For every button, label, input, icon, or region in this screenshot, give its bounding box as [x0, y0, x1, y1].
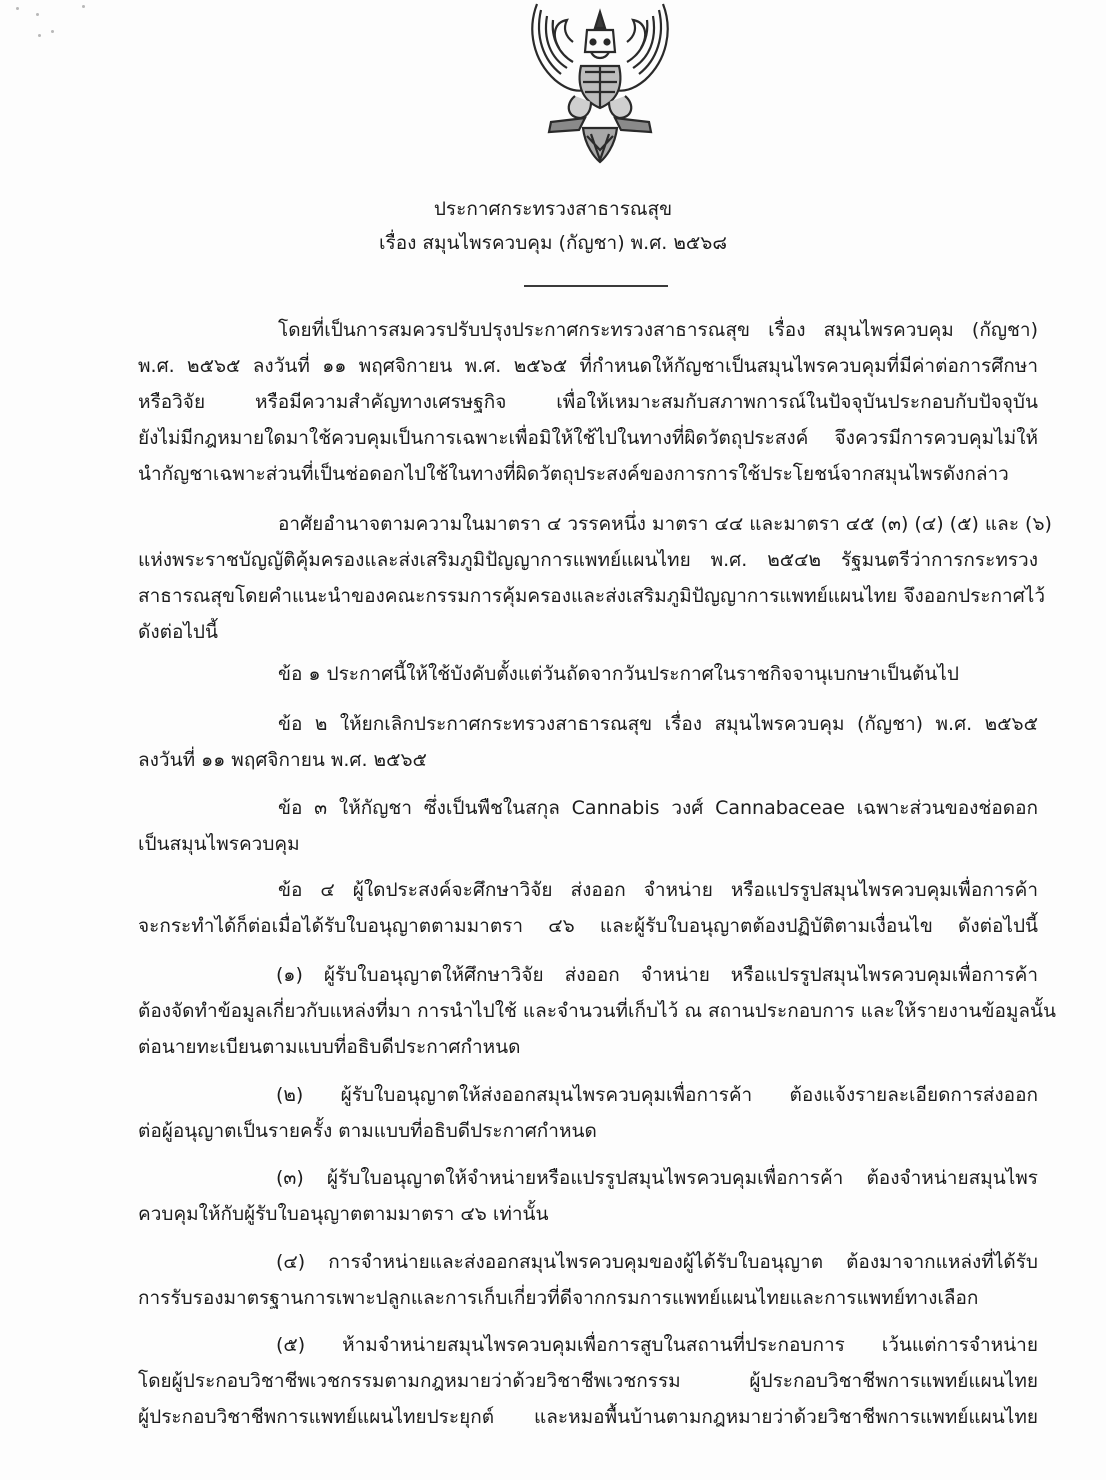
text-line: หรือวิจัย หรือมีความสำคัญทางเศรษฐกิจ เพื่อให้เหมาะสมกับสภาพการณ์ในปัจจุบันประกอบกับปัจจุบัน [138, 391, 1038, 413]
text-line: พ.ศ. ๒๕๖๕ ลงวันที่ ๑๑ พฤศจิกายน พ.ศ. ๒๕๖๕ ที่กำหนดให้กัญชาเป็นสมุนไพรควบคุมที่มีค่าต่อการศึกษา [138, 355, 1038, 377]
text-line: (๒) ผู้รับใบอนุญาตให้ส่งออกสมุนไพรควบคุมเพื่อการค้า ต้องแจ้งรายละเอียดการส่งออก [276, 1084, 1038, 1106]
text-line: ข้อ ๔ ผู้ใดประสงค์จะศึกษาวิจัย ส่งออก จำหน่าย หรือแปรรูปสมุนไพรควบคุมเพื่อการค้า [278, 879, 1038, 901]
paragraph-preamble [138, 312, 1038, 492]
text-line: ต้องจัดทำข้อมูลเกี่ยวกับแหล่งที่มา การนำไปใช้ และจำนวนที่เก็บไว้ ณ สถานประกอบการ และให้รายงานข้อมูลนั้น [138, 1000, 1056, 1022]
text-line: (๕) ห้ามจำหน่ายสมุนไพรควบคุมเพื่อการสูบในสถานที่ประกอบการ เว้นแต่การจำหน่าย [276, 1334, 1038, 1356]
text-line: ข้อ ๓ ให้กัญชา ซึ่งเป็นพืชในสกุล Cannabis วงศ์ Cannabaceae เฉพาะส่วนของช่อดอก [278, 797, 1038, 819]
text-line: โดยผู้ประกอบวิชาชีพเวชกรรมตามกฎหมายว่าด้วยวิชาชีพเวชกรรม ผู้ประกอบวิชาชีพการแพทย์แผนไทย [138, 1370, 1038, 1392]
condition-4 [138, 1244, 1038, 1316]
text-line: ดังต่อไปนี้ [138, 621, 218, 643]
scan-speck [82, 5, 85, 8]
text-line: โดยที่เป็นการสมควรปรับปรุงประกาศกระทรวงสาธารณสุข เรื่อง สมุนไพรควบคุม (กัญชา) [278, 319, 1038, 341]
title-divider [524, 285, 668, 287]
scan-speck [51, 30, 54, 33]
text-line: ต่อนายทะเบียนตามแบบที่อธิบดีประกาศกำหนด [138, 1036, 521, 1058]
condition-1 [138, 957, 1056, 1065]
text-line: อาศัยอำนาจตามความในมาตรา ๔ วรรคหนึ่ง มาตรา ๔๔ และมาตรา ๔๕ (๓) (๔) (๕) และ (๖) [278, 513, 1052, 535]
scan-speck [36, 13, 39, 16]
text-line: (๓) ผู้รับใบอนุญาตให้จำหน่ายหรือแปรรูปสมุนไพรควบคุมเพื่อการค้า ต้องจำหน่ายสมุนไพร [276, 1167, 1038, 1189]
clause-1 [138, 656, 1038, 692]
text-line: ต่อผู้อนุญาตเป็นรายครั้ง ตามแบบที่อธิบดีประกาศกำหนด [138, 1120, 597, 1142]
text-line: จะกระทำได้ก็ต่อเมื่อได้รับใบอนุญาตตามมาตรา ๔๖ และผู้รับใบอนุญาตต้องปฏิบัติตามเงื่อนไข ดังต่อไปนี้ [138, 915, 1038, 937]
garuda-emblem-icon [525, 0, 675, 165]
text-line: แห่งพระราชบัญญัติคุ้มครองและส่งเสริมภูมิปัญญาการแพทย์แผนไทย พ.ศ. ๒๕๔๒ รัฐมนตรีว่าการกระทรวง [138, 549, 1038, 571]
condition-5 [138, 1327, 1038, 1435]
title-ministry: ประกาศกระทรวงสาธารณสุข [433, 198, 673, 220]
title-subject: เรื่อง สมุนไพรควบคุม (กัญชา) พ.ศ. ๒๕๖๘ [379, 232, 727, 254]
document-title [0, 192, 1106, 260]
text-line: นำกัญชาเฉพาะส่วนที่เป็นช่อดอกไปใช้ในทางที่ผิดวัตถุประสงค์ของการการใช้ประโยชน์จากสมุนไพรดังกล่าว [138, 463, 1009, 485]
clause-4 [138, 872, 1038, 944]
text-line: (๔) การจำหน่ายและส่งออกสมุนไพรควบคุมของผู้ได้รับใบอนุญาต ต้องมาจากแหล่งที่ได้รับ [276, 1251, 1038, 1273]
scan-speck [16, 7, 19, 10]
clause-2 [138, 706, 1038, 778]
scan-specks [0, 0, 120, 60]
condition-3 [138, 1160, 1038, 1232]
text-line: ข้อ ๒ ให้ยกเลิกประกาศกระทรวงสาธารณสุข เรื่อง สมุนไพรควบคุม (กัญชา) พ.ศ. ๒๕๖๕ [278, 713, 1038, 735]
condition-2 [138, 1077, 1038, 1149]
text-line: การรับรองมาตรฐานการเพาะปลูกและการเก็บเกี่ยวที่ดีจากกรมการแพทย์แผนไทยและการแพทย์ทางเลือก [138, 1287, 979, 1309]
scan-speck [38, 34, 41, 37]
clause-3 [138, 790, 1038, 862]
text-line: ควบคุมให้กับผู้รับใบอนุญาตตามมาตรา ๔๖ เท่านั้น [138, 1203, 549, 1225]
paragraph-authority [138, 506, 1052, 650]
text-line: ข้อ ๑ ประกาศนี้ให้ใช้บังคับตั้งแต่วันถัดจากวันประกาศในราชกิจจานุเบกษาเป็นต้นไป [278, 663, 959, 685]
text-line: เป็นสมุนไพรควบคุม [138, 833, 300, 855]
text-line: สาธารณสุขโดยคำแนะนำของคณะกรรมการคุ้มครองและส่งเสริมภูมิปัญญาการแพทย์แผนไทย จึงออกประกาศไว้ [138, 585, 1046, 607]
text-line: (๑) ผู้รับใบอนุญาตให้ศึกษาวิจัย ส่งออก จำหน่าย หรือแปรรูปสมุนไพรควบคุมเพื่อการค้า [276, 964, 1038, 986]
text-line: ลงวันที่ ๑๑ พฤศจิกายน พ.ศ. ๒๕๖๕ [138, 749, 427, 771]
text-line: ผู้ประกอบวิชาชีพการแพทย์แผนไทยประยุกต์ และหมอพื้นบ้านตามกฎหมายว่าด้วยวิชาชีพการแพทย์แผนไทย [138, 1406, 1038, 1428]
text-line: ยังไม่มีกฎหมายใดมาใช้ควบคุมเป็นการเฉพาะเพื่อมิให้ใช้ไปในทางที่ผิดวัตถุประสงค์ จึงควรมีการควบคุมไม่ให้ [138, 427, 1038, 449]
